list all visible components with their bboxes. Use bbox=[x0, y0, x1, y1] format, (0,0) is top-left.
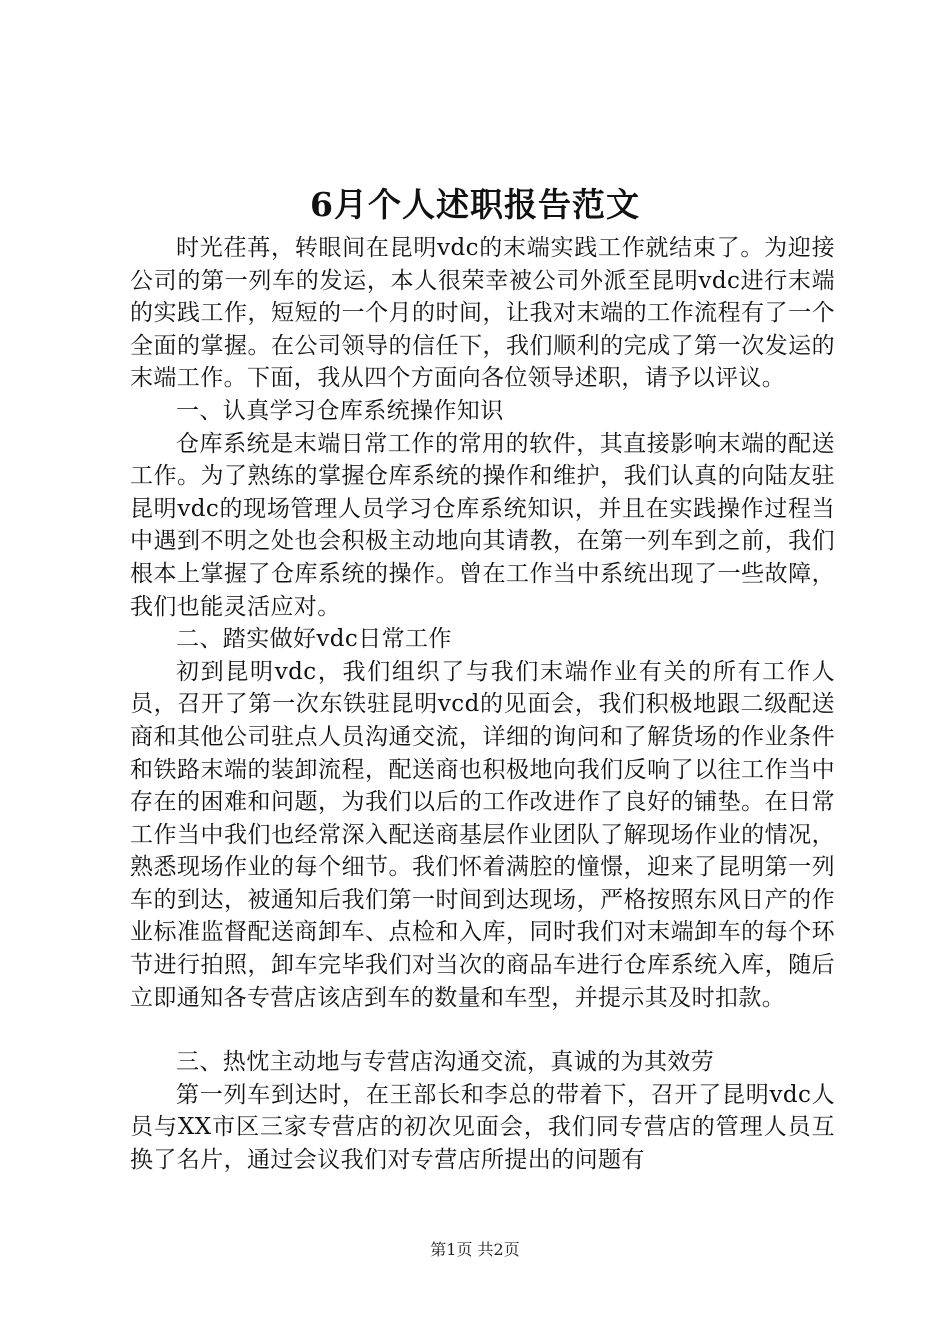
paragraph-spacer bbox=[130, 1014, 835, 1046]
section-heading-3: 三、热忱主动地与专营店沟通交流，真诚的为其效劳 bbox=[176, 1049, 715, 1076]
section-heading-1: 一、认真学习仓库系统操作知识 bbox=[176, 397, 504, 424]
document-title: 6月个人述职报告范文 bbox=[310, 185, 640, 224]
section-2-paragraph: 初到昆明vdc，我们组织了与我们末端作业有关的所有工作人员，召开了第一次东铁驻昆明vcd的见面会，我们积极地跟二级配送商和其他公司驻点人员沟通交流，详细的询问和了解货场的作业条件和铁路末端的装卸流程，配送商也积极地向我们反响了以往工作当中存在的困难和问题，为我们以后的工作改进作了良好的铺垫。在日常工作当中我们也经常深入配送商基层作业团队了解现场作业的情况，熟悉现场作业的每个细节。我们怀着满腔的憧憬，迎来了昆明第一列车的到达，被通知后我们第一时间到达现场，严格按照东风日产的作业标准监督配送商卸车、点检和入库，同时我们对末端卸车的每个环节进行拍照，卸车完毕我们对当次的商品车进行仓库系统入库，随后立即通知各专营店该店到车的数量和车型，并提示其及时扣款。 bbox=[130, 658, 835, 1011]
section-1-paragraph: 仓库系统是末端日常工作的常用的软件，其直接影响末端的配送工作。为了熟练的掌握仓库系统的操作和维护，我们认真的向陆友驻昆明vdc的现场管理人员学习仓库系统知识，并且在实践操作过程当中遇到不明之处也会积极主动地向其请教，在第一列车到之前，我们根本上掌握了仓库系统的操作。曾在工作当中系统出现了一些故障，我们也能灵活应对。 bbox=[130, 430, 835, 620]
intro-paragraph: 时光荏苒，转眼间在昆明vdc的末端实践工作就结束了。为迎接公司的第一列车的发运，本人很荣幸被公司外派至昆明vdc进行末端的实践工作，短短的一个月的时间，让我对末端的工作流程有了一个全面的掌握。在公司领导的信任下，我们顺利的完成了第一次发运的末端工作。下面，我从四个方面向各位领导述职，请予以评议。 bbox=[130, 235, 835, 392]
page-footer: 第1页 共2页 bbox=[430, 1240, 520, 1259]
document-body bbox=[130, 232, 835, 1177]
section-heading-2: 二、踏实做好vdc日常工作 bbox=[176, 626, 452, 653]
section-3-paragraph: 第一列车到达时，在王部长和李总的带着下，召开了昆明vdc人员与XX市区三家专营店的初次见面会，我们同专营店的管理人员互换了名片，通过会议我们对专营店所提出的问题有 bbox=[130, 1081, 835, 1174]
